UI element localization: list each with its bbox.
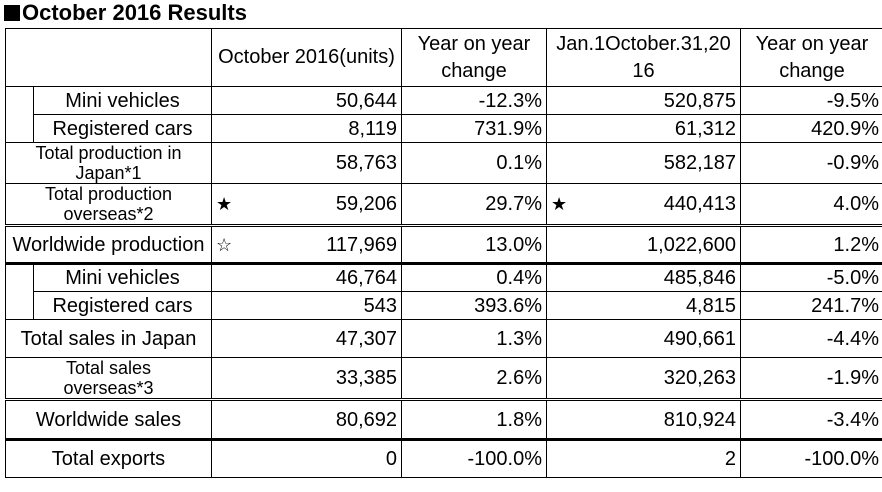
value-yoy-2: -5.0%: [741, 264, 882, 292]
table-row: [6, 440, 882, 478]
value-october: 80,692: [212, 400, 402, 440]
value-yoy-1: 2.6%: [402, 358, 547, 400]
value-october: 0: [212, 440, 402, 478]
value-yoy-1: 29.7%: [402, 184, 547, 226]
header-yoy-1: Year on year change: [402, 29, 547, 87]
value-yoy-1: 0.1%: [402, 143, 547, 184]
results-table: [5, 28, 882, 478]
table-row: [6, 358, 882, 400]
value-october: 117,969: [326, 233, 397, 256]
table-row: [6, 226, 882, 264]
value-yoy-2: -3.4%: [741, 400, 882, 440]
value-october: 33,385: [212, 358, 402, 400]
table-row: [6, 115, 882, 143]
header-yoy-2: Year on year change: [741, 29, 882, 87]
square-bullet-icon: [4, 5, 20, 21]
value-ytd: 4,815: [547, 292, 741, 320]
value-october: 50,644: [212, 87, 402, 115]
value-ytd: 485,846: [547, 264, 741, 292]
value-october-cell: [212, 184, 402, 226]
row-label: Mini vehicles: [34, 87, 212, 115]
row-label: Total sales overseas*3: [6, 358, 212, 400]
value-october: 543: [212, 292, 402, 320]
value-ytd: 61,312: [547, 115, 741, 143]
value-yoy-1: 13.0%: [402, 226, 547, 264]
value-yoy-1: 1.8%: [402, 400, 547, 440]
indent-cell: [6, 264, 34, 320]
header-october: October 2016(units): [212, 29, 402, 87]
row-label: Total production in Japan*1: [6, 143, 212, 184]
value-october: 8,119: [212, 115, 402, 143]
value-yoy-2: 4.0%: [741, 184, 882, 226]
indent-cell: [6, 87, 34, 143]
table-row: [6, 292, 882, 320]
value-ytd: 582,187: [547, 143, 741, 184]
row-label: Mini vehicles: [34, 264, 212, 292]
header-ytd: Jan.1October.31,2016: [547, 29, 741, 87]
value-yoy-1: 393.6%: [402, 292, 547, 320]
table-row: [6, 87, 882, 115]
table-row: [6, 264, 882, 292]
value-october: 46,764: [212, 264, 402, 292]
value-october-cell: [212, 226, 402, 264]
value-ytd: 440,413: [663, 193, 736, 215]
value-ytd: 1,022,600: [547, 226, 741, 264]
black-star-icon: ★: [216, 194, 233, 214]
value-yoy-1: 0.4%: [402, 264, 547, 292]
value-yoy-2: 420.9%: [741, 115, 882, 143]
value-yoy-2: -1.9%: [741, 358, 882, 400]
table-row: [6, 320, 882, 358]
value-yoy-1: -100.0%: [402, 440, 547, 478]
row-label: Total exports: [6, 440, 212, 478]
value-yoy-2: 1.2%: [741, 226, 882, 264]
table-row: [6, 143, 882, 184]
value-ytd: 2: [547, 440, 741, 478]
value-yoy-1: 1.3%: [402, 320, 547, 358]
value-yoy-2: -4.4%: [741, 320, 882, 358]
page-title: October 2016 Results: [4, 0, 247, 28]
header-blank: [6, 29, 212, 87]
value-yoy-2: 241.7%: [741, 292, 882, 320]
value-yoy-2: -9.5%: [741, 87, 882, 115]
value-yoy-1: 731.9%: [402, 115, 547, 143]
row-label-cell: [6, 184, 212, 226]
table-row: [6, 184, 882, 226]
row-label: Total sales in Japan: [6, 320, 212, 358]
white-star-icon: ☆: [216, 234, 233, 255]
value-october: 58,763: [212, 143, 402, 184]
table-row: [6, 400, 882, 440]
row-label: Registered cars: [34, 292, 212, 320]
value-october: 59,206: [335, 193, 397, 215]
header-row: [6, 29, 882, 87]
value-ytd-cell: [547, 184, 741, 226]
value-ytd: 520,875: [547, 87, 741, 115]
value-yoy-2: -100.0%: [741, 440, 882, 478]
row-label: Total production overseas*2: [44, 184, 173, 224]
value-ytd: 810,924: [547, 400, 741, 440]
row-label: Registered cars: [34, 115, 212, 143]
value-ytd: 490,661: [547, 320, 741, 358]
value-yoy-2: -0.9%: [741, 143, 882, 184]
row-label: Worldwide sales: [6, 400, 212, 440]
value-yoy-1: -12.3%: [402, 87, 547, 115]
value-october: 47,307: [212, 320, 402, 358]
black-star-icon: ★: [551, 194, 568, 214]
row-label: Worldwide production: [6, 226, 212, 264]
value-ytd: 320,263: [547, 358, 741, 400]
